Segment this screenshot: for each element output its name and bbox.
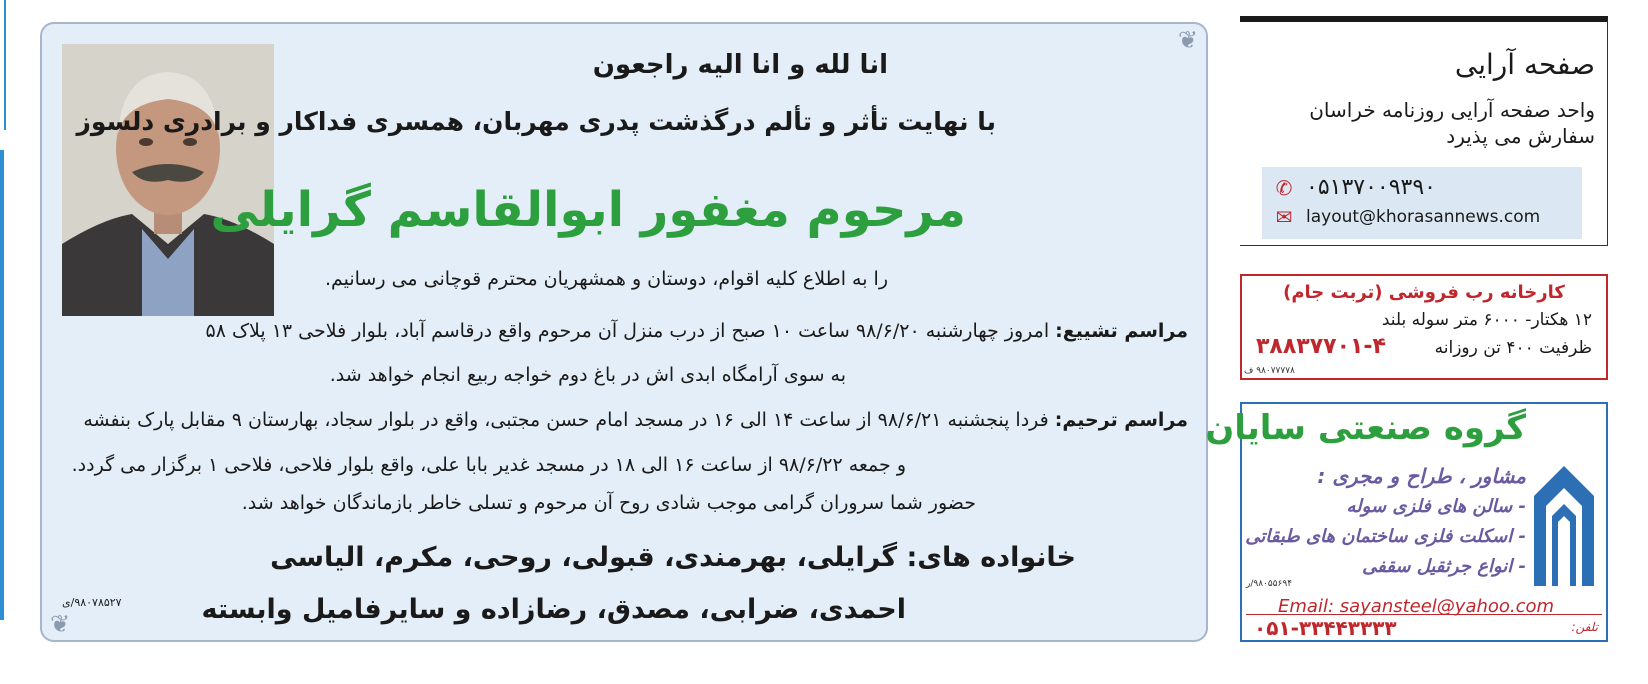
- email-address[interactable]: Email: sayansteel@yahoo.com: [1278, 596, 1555, 617]
- ad-subtitle: مشاور ، طراح و مجری :: [1317, 464, 1526, 488]
- ad-detail-2: ظرفیت ۴۰۰ تن روزانه: [1434, 338, 1592, 358]
- families-line-2: احمدی، ضرابی، مصدق، رضازاده و سایرفامیل وابسته: [201, 594, 906, 625]
- memorial-text: فردا پنجشنبه ۹۸/۶/۲۱ از ساعت ۱۴ الی ۱۶ در مسجد امام حسن مجتبی، واقع در بلوار سجاد، بهارستان ۹ مقابل پارک بنفشه: [83, 409, 1055, 431]
- ad-description-2: سفارش می پذیرد: [1446, 124, 1595, 148]
- condolence-verse: انا لله و انا الیه راجعون: [592, 50, 888, 80]
- service-item: - انواع جرثقیل سقفی: [1362, 556, 1526, 577]
- memorial-line: [83, 409, 1188, 431]
- layout-service-ad: [1240, 16, 1608, 246]
- phone-number[interactable]: ۳۸۸۳۷۷۰۱-۴: [1256, 334, 1386, 359]
- email-address[interactable]: layout@khorasannews.com: [1306, 207, 1541, 227]
- presence-line: حضور شما سروران گرامی موجب شادی روح آن مرحوم و تسلی خاطر بازماندگان خواهد شد.: [241, 492, 976, 514]
- service-item: - اسکلت فلزی ساختمان های طبقاتی: [1245, 526, 1526, 547]
- ad-detail: ۱۲ هکتار- ۶۰۰۰ متر سوله بلند: [1381, 310, 1592, 330]
- envelope-icon: ✉: [1275, 205, 1293, 229]
- obituary-notice: [40, 22, 1208, 642]
- phone-number[interactable]: ۰۵۱۳۷۰۰۹۳۹۰: [1306, 175, 1436, 200]
- memorial-line-2: و جمعه ۹۸/۶/۲۲ از ساعت ۱۶ الی ۱۸ در مسجد غدیر بابا علی، واقع بلوار فلاحی، فلاحی ۱ برگزار می گردد.: [71, 454, 906, 476]
- ad-title: گروه صنعتی سایان: [1205, 408, 1526, 448]
- ad-title: صفحه آرایی: [1454, 48, 1595, 81]
- funeral-text: امروز چهارشنبه ۹۸/۶/۲۰ ساعت ۱۰ صبح از درب منزل آن مرحوم واقع درقاسم آباد، بلوار فلاحی ۱۳ پلاک ۵۸: [205, 320, 1056, 342]
- deceased-name: مرحوم مغفور ابوالقاسم گرایلی: [210, 182, 966, 238]
- tel-label: تلفن:: [1571, 620, 1598, 634]
- factory-sale-ad: [1240, 274, 1608, 380]
- funeral-label: مراسم تشییع:: [1055, 320, 1188, 342]
- ad-description: واحد صفحه آرایی روزنامه خراسان: [1309, 98, 1595, 122]
- page-edge-mark: [0, 0, 6, 130]
- divider: [1246, 614, 1602, 615]
- phone-icon: ✆: [1275, 175, 1293, 200]
- ad-code: ۹۸۰۵۵۶۹۴/ر: [1246, 579, 1293, 589]
- contact-box: [1262, 167, 1582, 239]
- ad-title: کارخانه رب فروشی (تربت جام): [1283, 282, 1565, 303]
- building-logo-icon: [1530, 446, 1598, 586]
- portrait-photo: [62, 44, 274, 316]
- funeral-line-2: به سوی آرامگاه ابدی اش در باغ دوم خواجه ربیع انجام خواهد شد.: [329, 364, 846, 386]
- phone-number[interactable]: ۰۵۱-۳۳۴۴۳۳۳۳: [1254, 616, 1397, 640]
- phone-row: [1272, 175, 1436, 200]
- intro-line: با نهایت تأثر و تألم درگذشت پدری مهربان، همسری فداکار و برادری دلسوز: [76, 107, 996, 136]
- ornament-icon: ❦: [1177, 26, 1198, 54]
- notice-line: را به اطلاع کلیه اقوام، دوستان و همشهریان محترم قوچانی می رسانیم.: [324, 268, 888, 290]
- ornament-icon: ❦: [50, 610, 71, 638]
- ad-code: ۹۸۰۷۷۷۷۸ ف: [1244, 366, 1295, 376]
- ad-code: ۹۸۰۷۸۵۲۷/ی: [62, 596, 122, 609]
- families-line-1: خانواده های: گرایلی، بهرمندی، قبولی، روحی، مکرم، الیاسی: [270, 542, 1076, 573]
- page-edge-bar: [0, 150, 4, 620]
- funeral-line: [206, 320, 1188, 342]
- email-row: [1272, 207, 1540, 227]
- memorial-label: مراسم ترحیم:: [1054, 409, 1188, 431]
- service-item: - سالن های فلزی سوله: [1346, 496, 1526, 517]
- sayan-group-ad: [1205, 402, 1608, 642]
